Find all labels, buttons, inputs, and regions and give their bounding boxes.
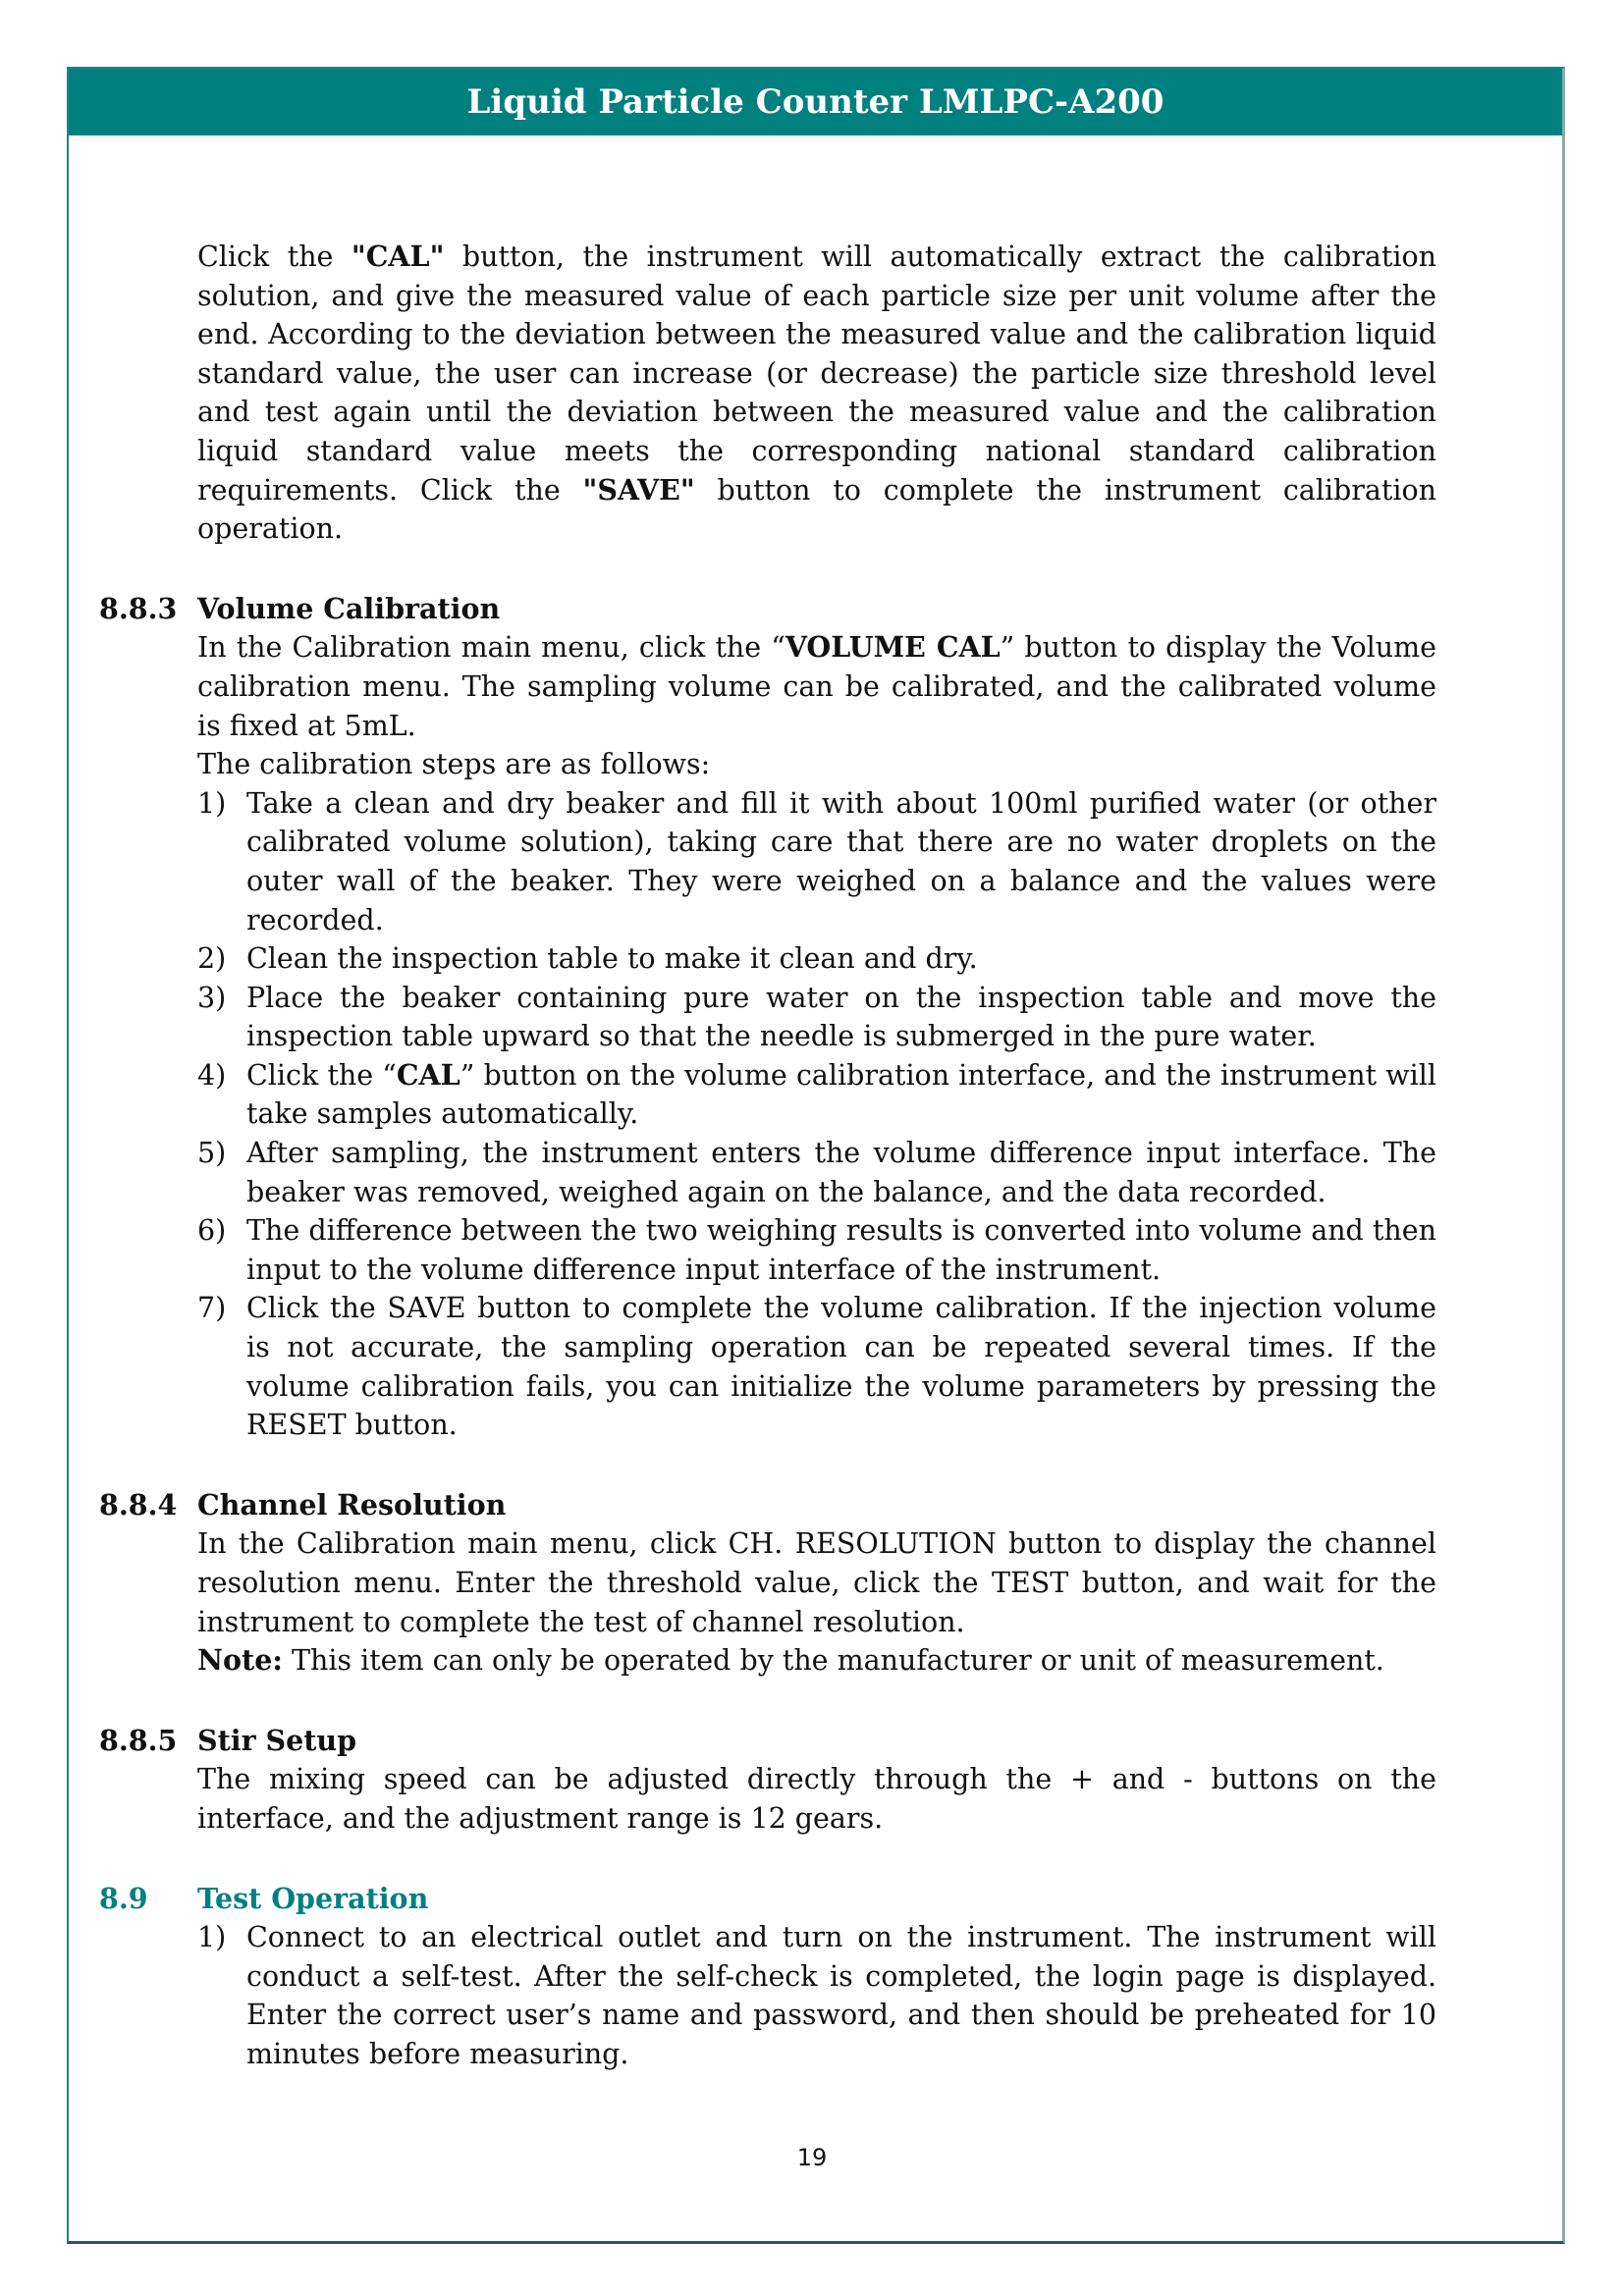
list-item <box>197 1056 1436 1134</box>
section-8-9 <box>99 1880 1436 2074</box>
list-number: 1) <box>197 1921 227 1954</box>
note-text: This item can only be operated by the manufacturer or unit of measurement. <box>282 1644 1384 1678</box>
page-number: 19 <box>796 2144 828 2171</box>
intro-paragraph <box>197 238 1436 549</box>
volume-cal-term: VOLUME CAL <box>785 630 1001 665</box>
section-heading <box>99 1880 1436 1919</box>
section-title: Test Operation <box>197 1881 429 1915</box>
list-text: Connect to an electrical outlet and turn on the instrument. The instrument will conduct a self-test. After the self-check is completed, the login page is displayed. Enter the correct user’s name and password, and then should be preheated for 10 minutes before measuring. <box>246 1921 1436 2070</box>
list-number: 5) <box>197 1137 227 1170</box>
section-title: Stir Setup <box>197 1723 357 1757</box>
intro-cal-term: "CAL" <box>351 240 445 273</box>
page-header: Liquid Particle Counter LMLPC-A200 <box>69 69 1562 135</box>
list-text: Clean the inspection table to make it clean and dry. <box>246 942 978 976</box>
section-number: 8.8.4 <box>99 1487 178 1522</box>
list-item <box>197 1289 1436 1444</box>
intro-text-2: button, the instrument will automatically extract the calibration solution, and give the measured value of each particle size per unit volume after the end. According to the deviation between the measured value and the calibration liquid standard value, the user can increase (or decrease) the particle size threshold level and test again until the deviation between the measured value and the calibration liquid standard value meets the corresponding national standard calibration requirements. Click the <box>197 240 1436 507</box>
note-paragraph <box>197 1641 1436 1681</box>
section-number: 8.8.5 <box>99 1723 178 1757</box>
list-text: Take a clean and dry beaker and fill it with about 100ml purified water (or other calibrated volume solution), taking care that there are no water droplets on the outer wall of the beaker. They were weighed on a balance and the values were recorded. <box>246 786 1436 936</box>
list-item <box>197 979 1436 1056</box>
section-number: 8.9 <box>99 1881 148 1915</box>
section-heading <box>99 1722 1436 1761</box>
section-paragraph: The calibration steps are as follows: <box>197 748 711 781</box>
section-paragraph <box>197 628 1436 745</box>
section-8-8-3 <box>99 590 1436 1445</box>
page-content <box>99 238 1436 2074</box>
list-text: Click the “ <box>246 1058 397 1092</box>
section-paragraph: In the Calibration main menu, click CH. RESOLUTION button to display the channel resolution menu. Enter the threshold value, click the TEST button, and wait for the instrument to complete the test of channel resolution. <box>197 1527 1436 1638</box>
section-title: Channel Resolution <box>197 1487 507 1522</box>
list-number: 2) <box>197 942 227 976</box>
intro-text-3: button to complete the instrument calibration operation. <box>197 473 1436 546</box>
list-item <box>197 784 1436 939</box>
test-operation-steps <box>197 1918 1436 2073</box>
section-heading <box>99 590 1436 629</box>
list-item <box>197 1134 1436 1211</box>
section-heading <box>99 1486 1436 1525</box>
list-text: After sampling, the instrument enters the volume difference input interface. The beaker was removed, weighed again on the balance, and the data recorded. <box>246 1137 1436 1208</box>
list-text: ” button on the volume calibration interface, and the instrument will take samples automatically. <box>246 1058 1436 1131</box>
text-run: ” button to display the Volume calibration menu. The sampling volume can be calibrated, and the calibrated volume is fixed at 5mL. <box>197 631 1436 742</box>
section-title: Volume Calibration <box>197 591 501 625</box>
section-8-8-4 <box>99 1486 1436 1681</box>
list-text: Place the beaker containing pure water on the inspection table and move the inspection table upward so that the needle is submerged in the pure water. <box>246 981 1436 1053</box>
list-item <box>197 1211 1436 1289</box>
list-text: Click the SAVE button to complete the volume calibration. If the injection volume is not accurate, the sampling operation can be repeated several times. If the volume calibration fails, you can initialize the volume parameters by pressing the RESET button. <box>246 1292 1436 1442</box>
section-number: 8.8.3 <box>99 591 178 625</box>
cal-term: CAL <box>396 1057 460 1092</box>
list-number: 3) <box>197 981 227 1014</box>
list-number: 7) <box>197 1292 227 1325</box>
list-item <box>197 1918 1436 2073</box>
list-number: 1) <box>197 786 227 820</box>
note-label: Note: <box>197 1643 283 1678</box>
list-number: 4) <box>197 1058 227 1092</box>
list-number: 6) <box>197 1214 227 1248</box>
list-item <box>197 939 1436 979</box>
calibration-steps <box>197 784 1436 1445</box>
intro-text-1: Click the <box>197 240 352 273</box>
section-8-8-5 <box>99 1722 1436 1839</box>
intro-save-term: "SAVE" <box>582 472 695 507</box>
section-paragraph: The mixing speed can be adjusted directly through the + and - buttons on the interface, and the adjustment range is 12 gears. <box>197 1763 1436 1835</box>
text-run: In the Calibration main menu, click the “ <box>197 631 785 665</box>
list-text: The difference between the two weighing results is converted into volume and then input to the volume difference input interface of the instrument. <box>246 1214 1436 1286</box>
